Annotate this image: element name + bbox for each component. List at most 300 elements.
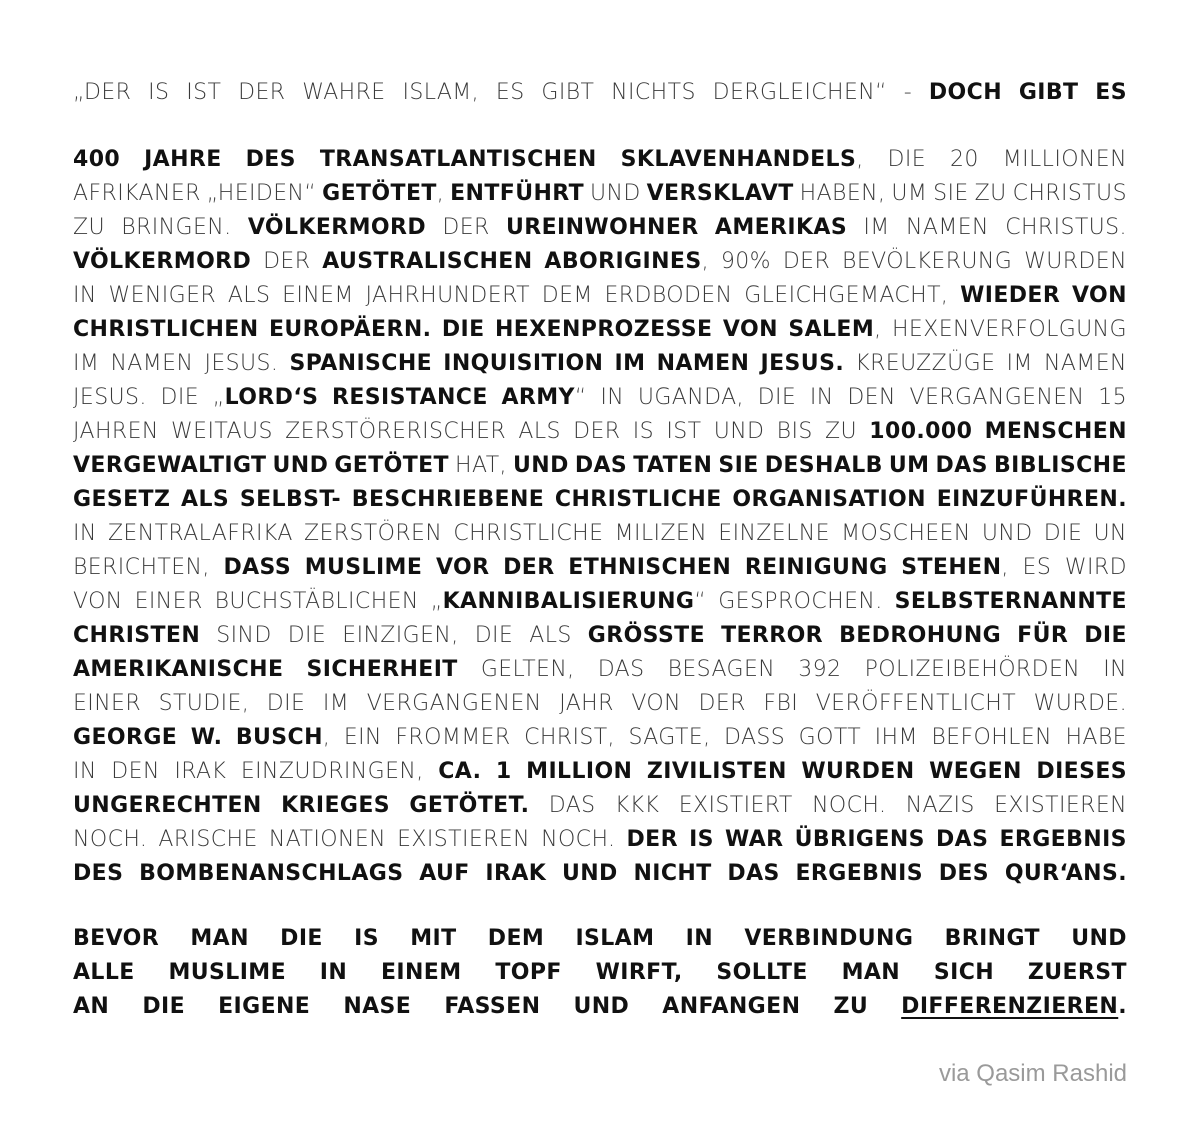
word [475,619,514,653]
word [888,143,927,177]
light-text: , [322,725,331,750]
word [1005,211,1127,245]
word [796,857,923,891]
light-text: DIE [887,147,927,172]
word [108,517,293,551]
word [342,619,458,653]
word [495,956,561,990]
light-text: EINER [134,589,203,614]
word [343,990,411,1024]
light-text: MILLIONEN [1002,147,1127,172]
word [562,857,618,891]
bold-text: DAS [727,861,780,886]
word [73,279,97,313]
word [745,551,888,585]
bold-text: FASSEN [444,994,541,1019]
word [559,687,614,721]
light-text: WEITAUS [171,419,273,444]
word [847,381,896,415]
light-text: UM [891,181,928,206]
word [1084,619,1127,653]
word [381,956,462,990]
bold-text: JAHRE [144,147,222,172]
word [1103,653,1127,687]
word [282,279,354,313]
light-text: DEN [111,759,160,784]
bold-text: DEM [487,926,545,951]
word [513,449,569,483]
light-text: BEFOHLEN [931,725,1052,750]
bold-text: WIRFT, [595,960,683,985]
word [529,619,571,653]
word [320,143,597,177]
bold-text: DAS [574,453,628,478]
word [605,279,733,313]
body-line [73,653,1127,687]
word [716,956,807,990]
light-text: IN [73,521,97,546]
bold-text: MAN [190,926,249,951]
body-line [73,415,1127,449]
word [744,922,913,956]
bold-text: WIEDER [960,283,1061,308]
word [934,956,994,990]
bold-text: BOMBENANSCHLAGS [139,861,404,886]
word [718,517,830,551]
word [633,449,712,483]
word [111,755,160,789]
word [1019,76,1079,110]
word [895,585,1127,619]
word [526,755,632,789]
bold-text: BEVOR [73,926,160,951]
bold-text: KANNIBALISIERUNG [442,589,695,614]
word [783,245,830,279]
word [985,415,1127,449]
bold-text: ENTFÜHRT [450,181,585,206]
bold-text: SICH [933,960,995,985]
word [999,823,1126,857]
word [73,619,200,653]
light-text: DIE [474,623,514,648]
light-text: NAMEN [110,351,194,376]
word [139,857,403,891]
body-line [73,721,1127,755]
word [73,823,147,857]
word [269,823,386,857]
word [496,76,525,110]
bold-text: GESETZ [73,487,171,512]
light-text: ZERSTÖRERISCHER [285,419,507,444]
light-text: MILIZEN [614,521,708,546]
word [436,551,489,585]
light-text: CHRISTUS [1012,181,1127,206]
bold-text: EINZUFÜHREN. [936,487,1127,512]
word [73,551,210,585]
bold-text: GIBT [1018,80,1079,105]
word [238,76,285,110]
bold-text: SOLLTE [716,960,808,985]
light-text: ALS [529,623,572,648]
light-text: DASS [724,725,786,750]
light-text: DIE [1043,521,1083,546]
word [267,687,306,721]
bold-text: ANFANGEN [662,994,801,1019]
light-text: IM [1006,351,1033,376]
light-text: HAT, [455,453,507,478]
word [159,687,250,721]
light-text: UND [713,419,765,444]
word [442,211,489,245]
bold-text: MIT [410,926,457,951]
word [910,381,1085,415]
bold-text: ABORIGINES [544,249,702,274]
word [699,687,746,721]
word [228,279,270,313]
light-text: VERÖFFENTLICHT [815,691,1017,716]
word [73,721,177,755]
word [216,619,271,653]
bold-text: UREINWOHNER [506,215,699,240]
word [816,687,1016,721]
word [721,245,771,279]
word [800,177,886,211]
final-period: . [1118,994,1127,1019]
light-text: “ [694,589,707,614]
bold-text: W. [190,725,223,750]
bold-text: BUSCH [235,725,323,750]
body-line [73,585,1127,619]
bold-text: 400 [73,147,121,172]
bold-text: MUSLIME [168,960,287,985]
light-text: GESPROCHEN. [718,589,883,614]
word [161,381,200,415]
word [863,211,889,245]
light-text: EINZIGEN, [342,623,459,648]
word [744,279,948,313]
word [241,755,424,789]
word [73,956,135,990]
word [573,990,629,1024]
word [410,922,456,956]
word [600,381,624,415]
light-text: BIS [776,419,813,444]
word [334,449,449,483]
word [936,449,988,483]
bold-text: DIE [441,317,485,342]
light-text: VON [631,691,681,716]
bold-text: CHRISTEN [73,623,201,648]
word [723,313,778,347]
light-text: DER [698,691,746,716]
bold-text: DIE [280,926,323,951]
bold-text: UND [272,453,329,478]
word [142,990,185,1024]
word [833,990,868,1024]
bold-text: DER [503,555,555,580]
word [825,415,857,449]
word [73,789,262,823]
word [236,721,330,755]
bold-text: VOR [435,555,490,580]
light-text: HABEN, [799,181,886,206]
word [596,956,683,990]
word [352,483,544,517]
light-text: „ [430,589,443,614]
bold-text: UNGERECHTEN [73,793,262,818]
word [431,585,706,619]
light-text: IS [148,80,170,105]
word [518,415,560,449]
word [442,313,485,347]
bold-text: CA. [438,759,482,784]
bold-text: SKLAVENHANDELS [620,147,857,172]
bold-text: AUSTRALISCHEN [322,249,533,274]
word [1036,755,1127,789]
word [633,415,654,449]
word [901,551,1009,585]
body-line [73,789,1127,823]
word [148,76,169,110]
light-text: NOCH. [812,793,887,818]
light-text: DIE [287,623,327,648]
word [503,551,554,585]
word [544,245,709,279]
bold-text: UND [1071,926,1127,951]
body-line [73,755,1127,789]
word [450,177,584,211]
light-text: FBI [763,691,799,716]
light-text: HABE [1065,725,1127,750]
word [763,687,798,721]
bold-text: STEHEN [901,555,1002,580]
word [240,483,341,517]
light-text: CHRISTUS. [1005,215,1127,240]
word [215,585,419,619]
bold-text: IM [614,351,646,376]
word [263,245,310,279]
word [204,347,278,381]
light-text: , [874,317,882,342]
bold-text: UM [888,453,930,478]
word [73,517,97,551]
light-text: GELTEN, [480,657,575,682]
bold-text: LORD‘S [224,385,319,410]
bold-text: TOPF [495,960,562,985]
word [718,585,882,619]
bold-text: KRIEGES [281,793,391,818]
body-line [73,347,1127,381]
light-text: UND [589,181,641,206]
word [288,619,327,653]
bold-text: ES [1095,80,1127,105]
bold-text: SPANISCHE [289,351,433,376]
word [788,313,881,347]
body-line [73,279,1127,313]
word [395,721,510,755]
bold-text: BEDROHUNG [839,623,1002,648]
bold-text: MAN [841,960,901,985]
light-text: IN [73,759,97,784]
word [714,415,765,449]
bold-text: TERROR [721,623,824,648]
word [223,551,291,585]
word [801,755,914,789]
word [721,619,823,653]
light-text: IST [666,419,702,444]
light-text: 392 [798,657,842,682]
word [304,517,442,551]
bold-text: TATEN [633,453,713,478]
word [975,177,1007,211]
light-text: „HEIDEN“ [206,181,317,206]
word [810,381,834,415]
word [945,922,1040,956]
word [1017,619,1068,653]
light-text: KKK [614,793,660,818]
bold-text: NICHT [633,861,712,886]
bold-text: WURDEN [801,759,915,784]
word [302,76,385,110]
word [936,823,988,857]
light-text: „DER [73,80,132,105]
light-text: EINZELNE [718,521,830,546]
word [904,76,912,110]
word [191,721,223,755]
word [354,922,379,956]
light-text: ARISCHE [158,827,258,852]
bold-text: HEXENPROZESSE [494,317,713,342]
light-text: SIE [933,181,969,206]
intro-quote [73,76,1127,110]
credit-line: via Qasim Rashid [938,1060,1127,1087]
word [444,990,540,1024]
light-text: IHM [874,725,918,750]
word [168,956,286,990]
bold-text: DES [938,861,990,886]
bold-text: SICHERHEIT [306,657,458,682]
bold-text: VON [722,317,778,342]
word [488,922,544,956]
light-text: VERGANGENEN [909,385,1085,410]
word [865,653,1081,687]
bold-text: IN [319,960,348,985]
light-text: AFRIKANER [73,181,201,206]
light-text: NATIONEN [268,827,386,852]
word [218,990,310,1024]
word [1071,922,1127,956]
bold-text: ZU [833,994,869,1019]
light-text: KREUZZÜGE [855,351,996,376]
bold-text: MILLION [526,759,633,784]
light-text: EIN [343,725,382,750]
word [73,381,147,415]
body-line [73,687,1127,721]
word [668,653,776,687]
word [628,721,710,755]
word [73,687,141,721]
bold-text: EUROPÄERN. [268,317,432,342]
word [1013,177,1127,211]
word [542,279,593,313]
word [73,313,259,347]
light-text: EXISTIEREN [994,793,1127,818]
bold-text: DESHALB [764,453,883,478]
word [186,76,221,110]
word [575,922,654,956]
word [485,857,546,891]
light-text: BEVÖLKERUNG [842,249,1013,274]
word [207,177,316,211]
word [73,483,170,517]
word [285,415,506,449]
bold-text: GETÖTET. [409,793,530,818]
light-text: DIE [160,385,200,410]
bold-text: IS [354,926,379,951]
light-text: NAMEN [1044,351,1127,376]
word [443,347,603,381]
body-line [73,619,1127,653]
light-text: DER [442,215,490,240]
word [842,956,901,990]
light-text: IST [186,80,222,105]
word [713,76,887,110]
light-text: EXISTIEREN [397,827,530,852]
word [174,755,226,789]
body-line [73,143,1127,177]
word [647,177,794,211]
light-text: “ [574,385,587,410]
light-text: BERICHTEN, [73,555,210,580]
word [1005,857,1127,891]
body-line [73,857,1127,891]
word [280,922,323,956]
body-line [73,449,1127,483]
light-text: GOTT [798,725,862,750]
word [248,211,426,245]
bold-text: CHRISTLICHEN [73,317,259,342]
light-text: IS [632,419,655,444]
word [495,313,713,347]
word [289,347,432,381]
underlined-emphasis: DIFFERENZIEREN [901,994,1119,1019]
word [366,279,530,313]
light-text: DAS [597,657,645,682]
word [939,857,989,891]
light-text: ZERSTÖREN [303,521,443,546]
light-text: DERGLEICHEN“ [712,80,887,105]
word [1065,551,1127,585]
light-text: DER [573,419,621,444]
bold-text: ORGANISATION [732,487,926,512]
word [73,347,99,381]
word [344,721,382,755]
word [502,381,587,415]
bold-text: BRINGT [944,926,1040,951]
light-text: DER [238,80,286,105]
word [689,823,714,857]
light-text: BESAGEN [667,657,776,682]
light-text: ES [495,80,525,105]
light-text: IN [73,283,97,308]
word [322,245,532,279]
word [960,279,1060,313]
word [409,789,529,823]
bold-text: ETHNISCHEN [568,555,732,580]
light-text: VERGANGENEN [366,691,542,716]
word [758,381,797,415]
bold-text: ALLE [73,960,135,985]
